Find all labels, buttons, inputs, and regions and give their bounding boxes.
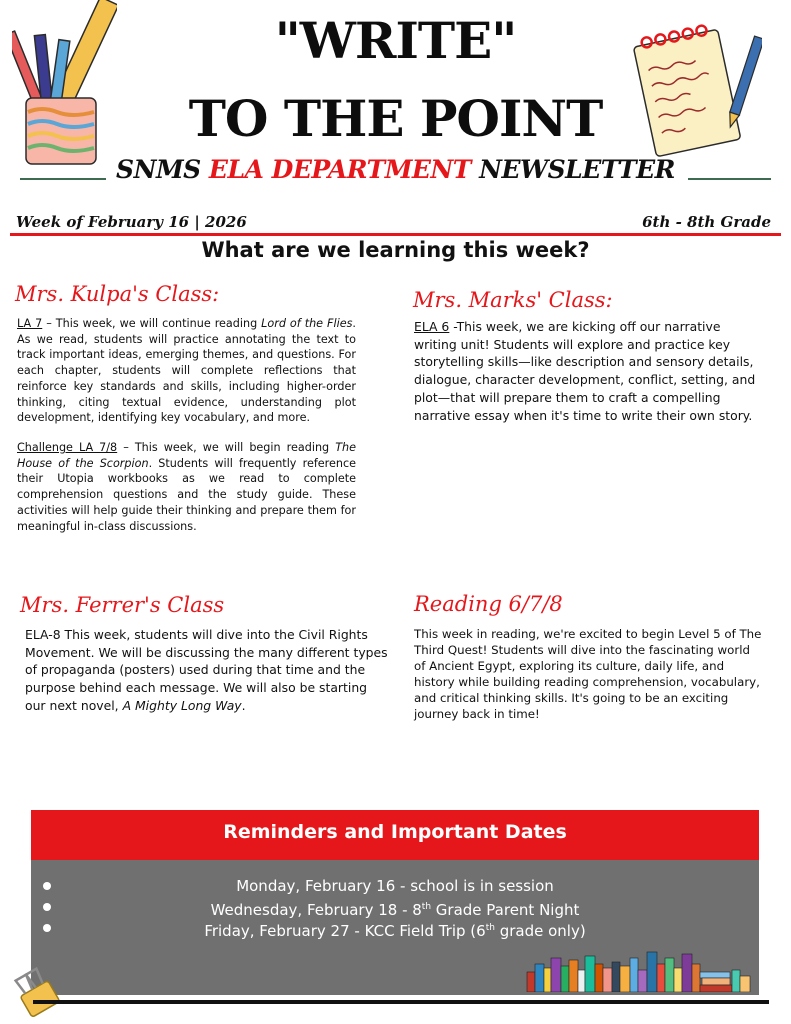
grade-range: 6th - 8th Grade	[642, 213, 771, 231]
ferrer-text: .	[241, 697, 246, 713]
teacher-heading-ferrer: Mrs. Ferrer's Class	[20, 593, 225, 617]
reminder-text: Friday, February 27 - KCC Field Trip (6	[204, 922, 486, 940]
newsletter-title-line2: TO THE POINT	[188, 89, 603, 148]
subtitle-department: ELA DEPARTMENT	[208, 155, 471, 184]
ferrer-text: ELA-8 This week, students will dive into the Civil Rights Movement. We will be discussing the many different types of propaganda (posters) used during that time and the purpose behind each message. We will also be starting our next novel,	[25, 627, 388, 713]
teacher-heading-reading: Reading 6/7/8	[414, 592, 563, 616]
course-label-la7: LA 7	[17, 317, 43, 330]
ferrer-paragraph	[25, 626, 391, 715]
reminder-item	[31, 897, 759, 920]
subtitle-school: SNMS	[116, 155, 201, 184]
reminder-item: Monday, February 16 - school is in session	[236, 877, 554, 895]
course-label-challenge: Challenge LA 7/8	[17, 441, 118, 454]
book-title: A Mighty Long Way	[122, 697, 242, 713]
kulpa-text: – This week, we will begin reading	[117, 441, 336, 454]
reminder-sup: th	[421, 902, 432, 912]
reminder-item	[31, 918, 759, 941]
marks-text: -This week, we are kicking off our narrative writing unit! Students will explore and practice key storytelling skills—like description and sensory details, dialogue, character development, conflict, setting, and plot—that will prepare them to craft a compelling narrative essay when it's time to write their own story.	[414, 319, 756, 423]
book-title: Lord of the Flies	[261, 317, 353, 330]
header-rule	[10, 233, 781, 236]
newsletter-subtitle	[0, 155, 791, 184]
reminders-heading: Reminders and Important Dates	[31, 810, 759, 860]
kulpa-text: – This week, we will continue reading	[42, 317, 262, 330]
kulpa-text: . As we read, students will practice annotating the text to track important ideas, emerging themes, and questions. For each chapter, students will complete reflections that reinforce key standards and skills, including higher-order thinking, citing textual evidence, understanding plot development, identifying key vocabulary, and more.	[17, 317, 356, 425]
binder-clip-icon	[10, 966, 62, 1018]
footer-rule	[33, 1000, 769, 1004]
reading-paragraph: This week in reading, we're excited to begin Level 5 of The Third Quest! Students will dive into the fascinating world of Ancient Egypt, exploring its culture, daily life, and history while building reading comprehension, vocabulary, and critical thinking skills. It's going to be an exciting journey back in time!	[414, 627, 762, 721]
teacher-heading-marks: Mrs. Marks' Class:	[413, 288, 613, 312]
marks-paragraph	[414, 318, 764, 424]
reminder-text: grade only)	[494, 922, 586, 940]
teacher-heading-kulpa: Mrs. Kulpa's Class:	[15, 282, 220, 306]
book-title: The House of the Scorpion	[17, 441, 356, 470]
kulpa-paragraph-la7	[17, 316, 356, 426]
course-label-ela6: ELA 6	[414, 319, 450, 334]
reminder-text: Grade Parent Night	[431, 901, 580, 919]
subtitle-newsletter: NEWSLETTER	[479, 155, 675, 184]
reminder-sup: th	[485, 923, 495, 933]
section-heading: What are we learning this week?	[201, 238, 590, 262]
kulpa-paragraph-challenge	[17, 440, 356, 534]
reminder-text: Wednesday, February 18 - 8	[210, 901, 422, 919]
kulpa-text: . Students will frequently reference their Utopia workbooks as we read to complete comprehension questions and the study guide. These activities will help guide their thinking and prepare them for meaningful in-class discussions.	[17, 456, 357, 533]
reminders-panel	[31, 860, 759, 995]
newsletter-title-line1: "WRITE"	[274, 11, 517, 70]
books-stack-icon	[525, 944, 755, 992]
week-date: Week of February 16 | 2026	[16, 213, 247, 231]
